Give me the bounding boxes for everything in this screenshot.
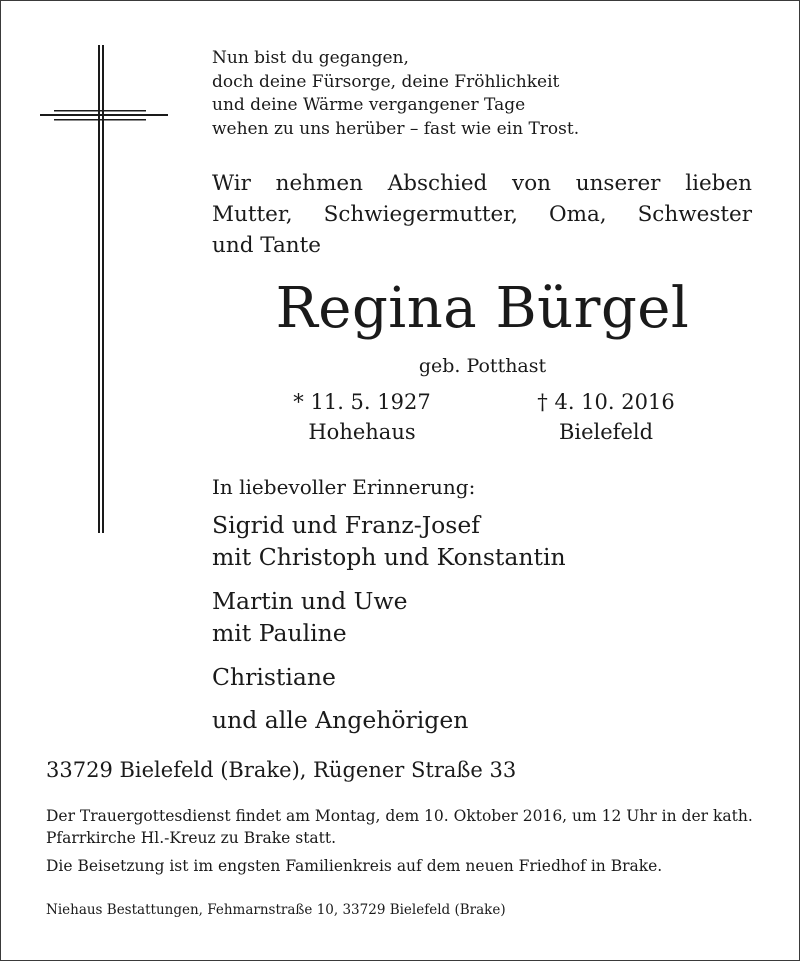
mourner-line: und alle Angehörigen bbox=[212, 706, 469, 734]
poem-line: doch deine Fürsorge, deine Fröhlichkeit bbox=[212, 71, 560, 92]
poem-line: und deine Wärme vergangener Tage bbox=[212, 95, 526, 115]
burial-text: Die Beisetzung ist im engsten Familienkreis auf dem neuen Friedhof in Brake. bbox=[46, 857, 663, 875]
poem-line: Nun bist du gegangen, bbox=[212, 48, 409, 68]
mourner-group bbox=[212, 585, 407, 649]
death-info bbox=[526, 387, 686, 447]
mourner-line: Christiane bbox=[212, 663, 336, 691]
farewell-line bbox=[212, 199, 752, 230]
poem bbox=[212, 47, 579, 141]
word: unserer bbox=[575, 171, 661, 196]
word: von bbox=[512, 171, 551, 196]
mourner-group bbox=[212, 509, 566, 573]
farewell-line bbox=[212, 168, 752, 199]
deceased-name: Regina Bürgel bbox=[275, 276, 690, 341]
word: Schwiegermutter, bbox=[323, 202, 518, 227]
mourner-line: Martin und Uwe bbox=[212, 587, 408, 615]
word: Oma, bbox=[548, 202, 607, 227]
word: Schwester bbox=[637, 202, 752, 227]
birth-name: geb. Potthast bbox=[418, 355, 547, 377]
word: Abschied bbox=[387, 171, 488, 196]
mourners-heading: In liebevoller Erinnerung: bbox=[212, 475, 476, 499]
farewell-line: und Tante bbox=[212, 233, 321, 258]
death-place: Bielefeld bbox=[558, 420, 654, 444]
undertaker-info: Niehaus Bestattungen, Fehmarnstraße 10, 33729 Bielefeld (Brake) bbox=[46, 902, 506, 918]
mourner-line: Sigrid und Franz-Josef bbox=[212, 511, 480, 539]
mourner-line: mit Pauline bbox=[212, 619, 347, 647]
death-date: † 4. 10. 2016 bbox=[537, 390, 675, 414]
poem-line: wehen zu uns herüber – fast wie ein Trost. bbox=[212, 118, 580, 139]
word: Wir bbox=[212, 171, 251, 196]
word: nehmen bbox=[275, 171, 363, 196]
mourner-line: mit Christoph und Konstantin bbox=[212, 543, 566, 571]
birth-date: * 11. 5. 1927 bbox=[293, 390, 431, 414]
word: lieben bbox=[685, 171, 752, 196]
funeral-notice bbox=[46, 805, 756, 883]
farewell-text bbox=[212, 168, 752, 261]
birth-info bbox=[282, 387, 442, 447]
service-text: Der Trauergottesdienst findet am Montag, dem 10. Oktober 2016, um 12 Uhr in der kath. Pfarrkirche Hl.-Kreuz zu Brake statt. bbox=[46, 807, 753, 847]
birth-place: Hohehaus bbox=[308, 420, 416, 444]
family-address: 33729 Bielefeld (Brake), Rügener Straße 33 bbox=[46, 758, 517, 782]
word: Mutter, bbox=[212, 202, 293, 227]
